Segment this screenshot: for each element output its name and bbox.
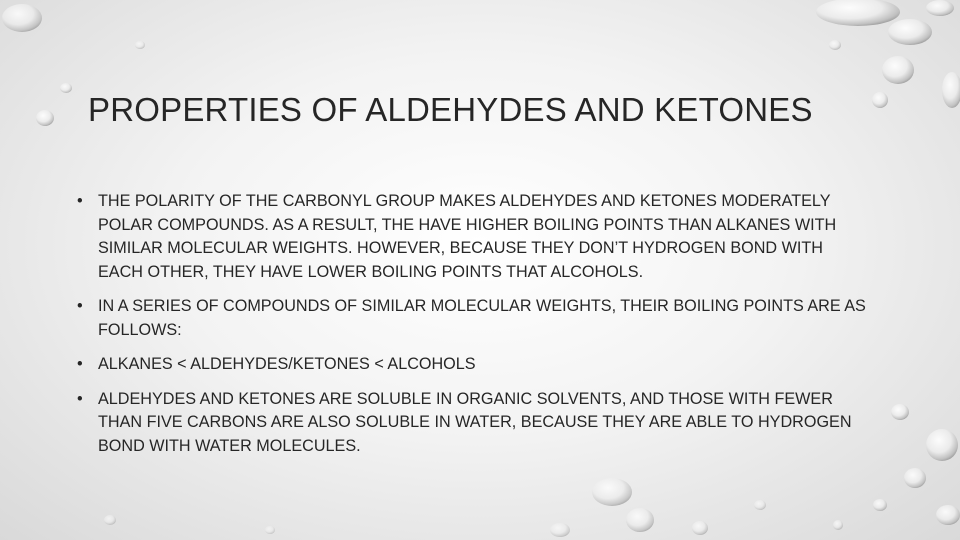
- bullet-item: [76, 353, 866, 377]
- bullet-text: ALKANES < ALDEHYDES/KETONES < ALCOHOLS: [98, 355, 476, 373]
- bullet-item: [76, 388, 866, 459]
- droplet: [692, 521, 708, 535]
- droplet: [891, 404, 909, 420]
- bullet-dot-icon: •: [77, 192, 83, 210]
- bullet-item: [76, 190, 866, 284]
- droplet: [904, 468, 926, 488]
- droplet: [926, 429, 958, 461]
- bullet-text: IN A SERIES OF COMPOUNDS OF SIMILAR MOLECULAR WEIGHTS, THEIR BOILING POINTS ARE AS FOLLOWS:: [98, 297, 866, 339]
- droplet: [592, 478, 632, 506]
- bullet-list: [76, 190, 866, 469]
- droplet: [135, 41, 145, 49]
- droplet: [873, 499, 887, 511]
- droplet: [104, 515, 116, 525]
- droplet: [936, 505, 960, 525]
- droplet: [36, 110, 54, 126]
- droplet: [942, 72, 960, 108]
- bullet-dot-icon: •: [77, 297, 83, 315]
- droplet: [626, 508, 654, 532]
- bullet-dot-icon: •: [77, 355, 83, 373]
- droplet: [60, 83, 72, 93]
- bullet-dot-icon: •: [77, 389, 83, 408]
- slide-title: PROPERTIES OF ALDEHYDES AND KETONES: [88, 91, 813, 128]
- bullet-item: [76, 295, 866, 342]
- droplet: [888, 19, 932, 45]
- droplet: [833, 520, 843, 530]
- droplet: [816, 0, 900, 26]
- droplet: [2, 4, 42, 32]
- bullet-text: THE POLARITY OF THE CARBONYL GROUP MAKES ALDEHYDES AND KETONES MODERATELY POLAR COMPOUNDS. AS A RESULT, THE HAVE HIGHER BOILING POINTS THAN ALKANES WITH SIMILAR MOLECULAR WEIGHTS. HOWEVER, BECAUSE THEY DON’T HYDROGEN BOND WITH EACH OTHER, THEY HAVE LOWER BOILING POINTS THAT ALCOHOLS.: [98, 192, 837, 281]
- droplet: [829, 40, 841, 50]
- droplet: [265, 526, 275, 534]
- droplet: [754, 500, 766, 510]
- droplet: [926, 0, 954, 16]
- bullet-text: ALDEHYDES AND KETONES ARE SOLUBLE IN ORGANIC SOLVENTS, AND THOSE WITH FEWER THAN FIVE CARBONS ARE ALSO SOLUBLE IN WATER, BECAUSE THEY ARE ABLE TO HYDROGEN BOND WITH WATER MOLECULES.: [98, 389, 852, 455]
- droplet: [550, 523, 570, 537]
- droplet: [882, 56, 914, 84]
